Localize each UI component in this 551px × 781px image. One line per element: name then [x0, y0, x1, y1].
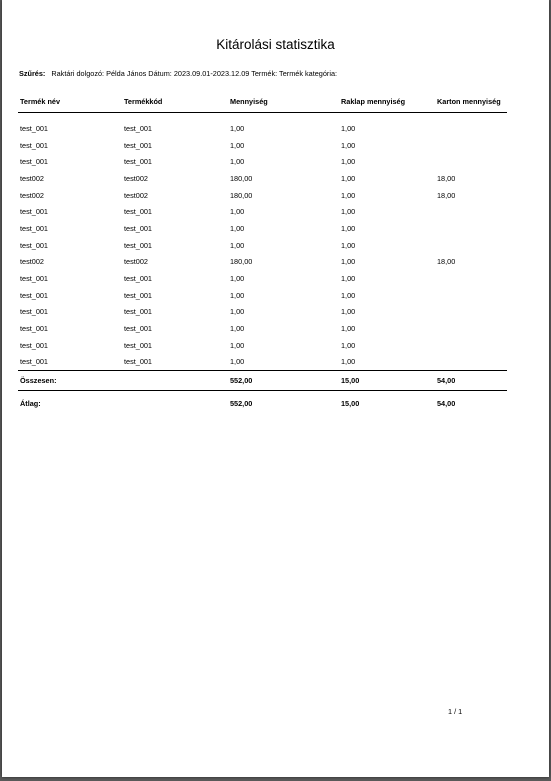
- filter-line: [19, 69, 337, 78]
- cell-product-code: test_001: [124, 140, 152, 150]
- cell-quantity: 1,00: [230, 140, 245, 150]
- cell-product-name: test_001: [20, 207, 48, 217]
- average-row: [18, 394, 507, 412]
- report-page: [2, 0, 549, 777]
- cell-product-code: test_001: [124, 290, 152, 300]
- table-row: [18, 287, 507, 304]
- header-product-code: Termékkód: [122, 91, 228, 113]
- table-row: [18, 304, 507, 321]
- cell-carton-quantity: [435, 220, 507, 237]
- cell-product-code: test_001: [124, 157, 152, 167]
- table-row: [18, 254, 507, 271]
- table-row: [18, 220, 507, 237]
- filter-text: Raktári dolgozó: Példa János Dátum: 2023.09.01-2023.12.09 Termék: Termék kategória:: [51, 69, 338, 78]
- cell-quantity: 1,00: [230, 123, 245, 133]
- cell-product-code: test_001: [124, 123, 152, 133]
- table-row: [18, 170, 507, 187]
- cell-product-name: test_001: [20, 157, 48, 167]
- cell-pallet-quantity: 1,00: [341, 257, 356, 267]
- table-row: [18, 270, 507, 287]
- cell-product-name: test002: [20, 190, 44, 200]
- header-carton-quantity: Karton mennyiség: [435, 91, 507, 113]
- average-quantity: 552,00: [230, 398, 253, 408]
- header-pallet-quantity: Raklap mennyiség: [339, 91, 435, 113]
- cell-carton-quantity: 18,00: [437, 257, 456, 267]
- cell-quantity: 1,00: [230, 223, 245, 233]
- total-pallet: 15,00: [339, 371, 435, 391]
- cell-carton-quantity: [435, 237, 507, 254]
- total-label: Összesen:: [18, 371, 122, 391]
- cell-quantity: 1,00: [230, 340, 245, 350]
- cell-quantity: 1,00: [230, 357, 245, 367]
- cell-pallet-quantity: 1,00: [341, 274, 356, 284]
- cell-carton-quantity: [435, 153, 507, 170]
- table-row: [18, 354, 507, 371]
- cell-pallet-quantity: 1,00: [341, 140, 356, 150]
- cell-product-name: test_001: [20, 324, 48, 334]
- cell-product-code: test_001: [124, 223, 152, 233]
- cell-pallet-quantity: 1,00: [341, 290, 356, 300]
- table-body: [18, 113, 507, 371]
- cell-pallet-quantity: 1,00: [341, 324, 356, 334]
- cell-pallet-quantity: 1,00: [341, 123, 356, 133]
- cell-quantity: 180,00: [230, 190, 253, 200]
- table-row: [18, 153, 507, 170]
- cell-quantity: 1,00: [230, 290, 245, 300]
- table-spacer: [18, 113, 507, 121]
- filter-label: Szűrés:: [19, 69, 46, 78]
- total-row: [18, 371, 507, 391]
- cell-pallet-quantity: 1,00: [341, 173, 356, 183]
- statistics-table: [18, 91, 507, 412]
- cell-carton-quantity: [435, 120, 507, 137]
- cell-quantity: 1,00: [230, 274, 245, 284]
- cell-pallet-quantity: 1,00: [341, 240, 356, 250]
- table-row: [18, 337, 507, 354]
- cell-carton-quantity: [435, 270, 507, 287]
- cell-pallet-quantity: 1,00: [341, 157, 356, 167]
- cell-carton-quantity: [435, 203, 507, 220]
- page-number: 1 / 1: [448, 707, 463, 716]
- average-label: Átlag:: [20, 398, 41, 408]
- table-row: [18, 237, 507, 254]
- header-product-name: Termék név: [18, 91, 122, 113]
- average-pallet: 15,00: [341, 398, 360, 408]
- cell-product-name: test_001: [20, 274, 48, 284]
- cell-carton-quantity: [435, 137, 507, 154]
- cell-quantity: 1,00: [230, 207, 245, 217]
- cell-product-name: test_001: [20, 357, 48, 367]
- total-carton: 54,00: [435, 371, 507, 391]
- cell-pallet-quantity: 1,00: [341, 357, 356, 367]
- cell-product-name: test_001: [20, 240, 48, 250]
- cell-product-code: test002: [124, 257, 148, 267]
- cell-product-code: test_001: [124, 207, 152, 217]
- cell-product-name: test_001: [20, 123, 48, 133]
- total-quantity: 552,00: [228, 371, 339, 391]
- cell-pallet-quantity: 1,00: [341, 207, 356, 217]
- table-row: [18, 203, 507, 220]
- cell-carton-quantity: [435, 304, 507, 321]
- cell-carton-quantity: 18,00: [437, 173, 456, 183]
- cell-product-name: test_001: [20, 307, 48, 317]
- cell-carton-quantity: 18,00: [437, 190, 456, 200]
- cell-product-code: test_001: [124, 340, 152, 350]
- cell-product-code: test002: [124, 173, 148, 183]
- cell-product-name: test002: [20, 173, 44, 183]
- table-row: [18, 320, 507, 337]
- cell-product-name: test002: [20, 257, 44, 267]
- cell-pallet-quantity: 1,00: [341, 190, 356, 200]
- cell-product-code: test_001: [124, 324, 152, 334]
- cell-carton-quantity: [435, 287, 507, 304]
- cell-quantity: 1,00: [230, 307, 245, 317]
- table-row: [18, 120, 507, 137]
- cell-product-name: test_001: [20, 290, 48, 300]
- cell-product-code: test_001: [124, 307, 152, 317]
- cell-product-name: test_001: [20, 140, 48, 150]
- cell-product-name: test_001: [20, 340, 48, 350]
- table-row: [18, 137, 507, 154]
- table-header-row: [18, 91, 507, 113]
- cell-quantity: 180,00: [230, 257, 253, 267]
- cell-carton-quantity: [435, 320, 507, 337]
- cell-quantity: 1,00: [230, 324, 245, 334]
- table-summary: [18, 371, 507, 413]
- cell-product-code: test_001: [124, 240, 152, 250]
- cell-carton-quantity: [435, 354, 507, 371]
- cell-pallet-quantity: 1,00: [341, 307, 356, 317]
- cell-quantity: 1,00: [230, 157, 245, 167]
- header-quantity: Mennyiség: [228, 91, 339, 113]
- cell-pallet-quantity: 1,00: [341, 340, 356, 350]
- cell-product-code: test_001: [124, 274, 152, 284]
- cell-product-name: test_001: [20, 223, 48, 233]
- cell-quantity: 180,00: [230, 173, 253, 183]
- cell-carton-quantity: [435, 337, 507, 354]
- table-row: [18, 187, 507, 204]
- cell-product-code: test_001: [124, 357, 152, 367]
- cell-product-code: test002: [124, 190, 148, 200]
- cell-pallet-quantity: 1,00: [341, 223, 356, 233]
- report-title: Kitárolási statisztika: [216, 37, 335, 52]
- cell-quantity: 1,00: [230, 240, 245, 250]
- average-carton: 54,00: [437, 398, 456, 408]
